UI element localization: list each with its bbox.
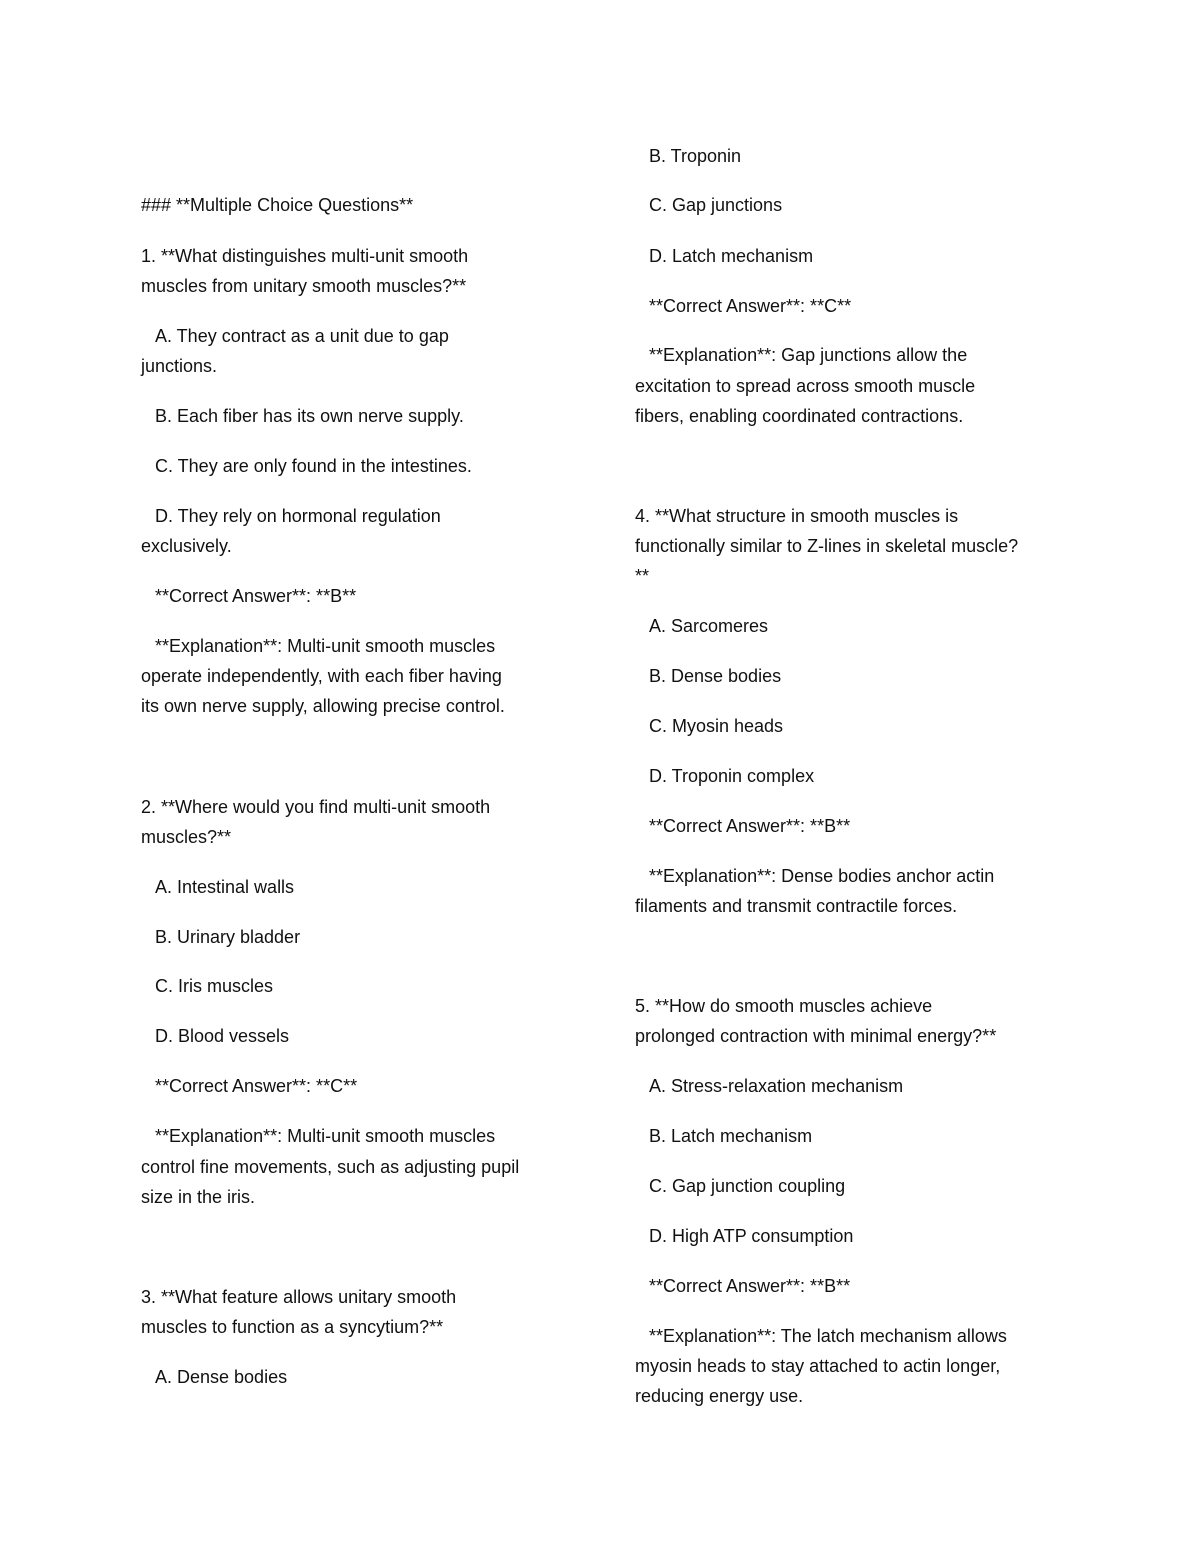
question-4-option-d: D. Troponin complex <box>649 766 815 786</box>
question-3-option-c: C. Gap junctions <box>649 195 783 215</box>
question-4-explanation: filaments and transmit contractile forces. <box>635 896 958 916</box>
question-3-option-d: D. Latch mechanism <box>649 246 814 266</box>
question-2-answer: **Correct Answer**: **C** <box>155 1076 358 1096</box>
question-2-explanation: control fine movements, such as adjusting pupil <box>141 1157 520 1177</box>
question-5-option-d: D. High ATP consumption <box>649 1226 854 1246</box>
question-1-explanation: its own nerve supply, allowing precise control. <box>141 696 505 716</box>
question-2-explanation: **Explanation**: Multi-unit smooth muscles <box>155 1126 496 1146</box>
question-5-stem: prolonged contraction with minimal energy?** <box>635 1026 997 1046</box>
question-3-explanation: fibers, enabling coordinated contractions. <box>635 406 964 426</box>
question-5-option-a: A. Stress-relaxation mechanism <box>649 1076 904 1096</box>
question-2-option-c: C. Iris muscles <box>155 976 274 996</box>
question-1-answer: **Correct Answer**: **B** <box>155 586 357 606</box>
question-1-explanation: **Explanation**: Multi-unit smooth muscles <box>155 636 496 656</box>
question-5-explanation: **Explanation**: The latch mechanism allows <box>649 1326 1007 1346</box>
question-1-option-a: A. They contract as a unit due to gap <box>155 326 449 346</box>
question-2-stem: muscles?** <box>141 827 232 847</box>
question-1-option-a: junctions. <box>141 356 218 376</box>
question-3-answer: **Correct Answer**: **C** <box>649 296 852 316</box>
question-4-stem: functionally similar to Z-lines in skeletal muscle? <box>635 536 1019 556</box>
question-3-stem: 3. **What feature allows unitary smooth <box>141 1287 457 1307</box>
question-2-option-d: D. Blood vessels <box>155 1026 290 1046</box>
section-heading: ### **Multiple Choice Questions** <box>141 195 414 215</box>
question-2-option-a: A. Intestinal walls <box>155 877 295 897</box>
question-3-option-a: A. Dense bodies <box>155 1367 288 1387</box>
question-3-stem: muscles to function as a syncytium?** <box>141 1317 444 1337</box>
question-1-option-d: D. They rely on hormonal regulation <box>155 506 441 526</box>
question-4-stem: ** <box>635 566 650 586</box>
question-4-option-a: A. Sarcomeres <box>649 616 769 636</box>
question-3-option-b: B. Troponin <box>649 146 742 166</box>
question-5-answer: **Correct Answer**: **B** <box>649 1276 851 1296</box>
question-5-stem: 5. **How do smooth muscles achieve <box>635 996 933 1016</box>
question-3-explanation: excitation to spread across smooth muscle <box>635 376 976 396</box>
question-1-explanation: operate independently, with each fiber having <box>141 666 502 686</box>
question-5-option-c: C. Gap junction coupling <box>649 1176 846 1196</box>
question-4-option-c: C. Myosin heads <box>649 716 784 736</box>
question-3-explanation: **Explanation**: Gap junctions allow the <box>649 345 968 365</box>
question-4-explanation: **Explanation**: Dense bodies anchor actin <box>649 866 995 886</box>
question-1-stem: muscles from unitary smooth muscles?** <box>141 276 467 296</box>
question-4-option-b: B. Dense bodies <box>649 666 782 686</box>
question-1-option-c: C. They are only found in the intestines. <box>155 456 472 476</box>
question-4-stem: 4. **What structure in smooth muscles is <box>635 506 959 526</box>
question-2-option-b: B. Urinary bladder <box>155 927 301 947</box>
question-5-option-b: B. Latch mechanism <box>649 1126 813 1146</box>
question-4-answer: **Correct Answer**: **B** <box>649 816 851 836</box>
question-5-explanation: myosin heads to stay attached to actin longer, <box>635 1356 1001 1376</box>
question-2-stem: 2. **Where would you find multi-unit smooth <box>141 797 491 817</box>
question-1-stem: 1. **What distinguishes multi-unit smooth <box>141 246 469 266</box>
question-1-option-d: exclusively. <box>141 536 232 556</box>
question-2-explanation: size in the iris. <box>141 1187 256 1207</box>
question-1-option-b: B. Each fiber has its own nerve supply. <box>155 406 464 426</box>
question-5-explanation: reducing energy use. <box>635 1386 804 1406</box>
